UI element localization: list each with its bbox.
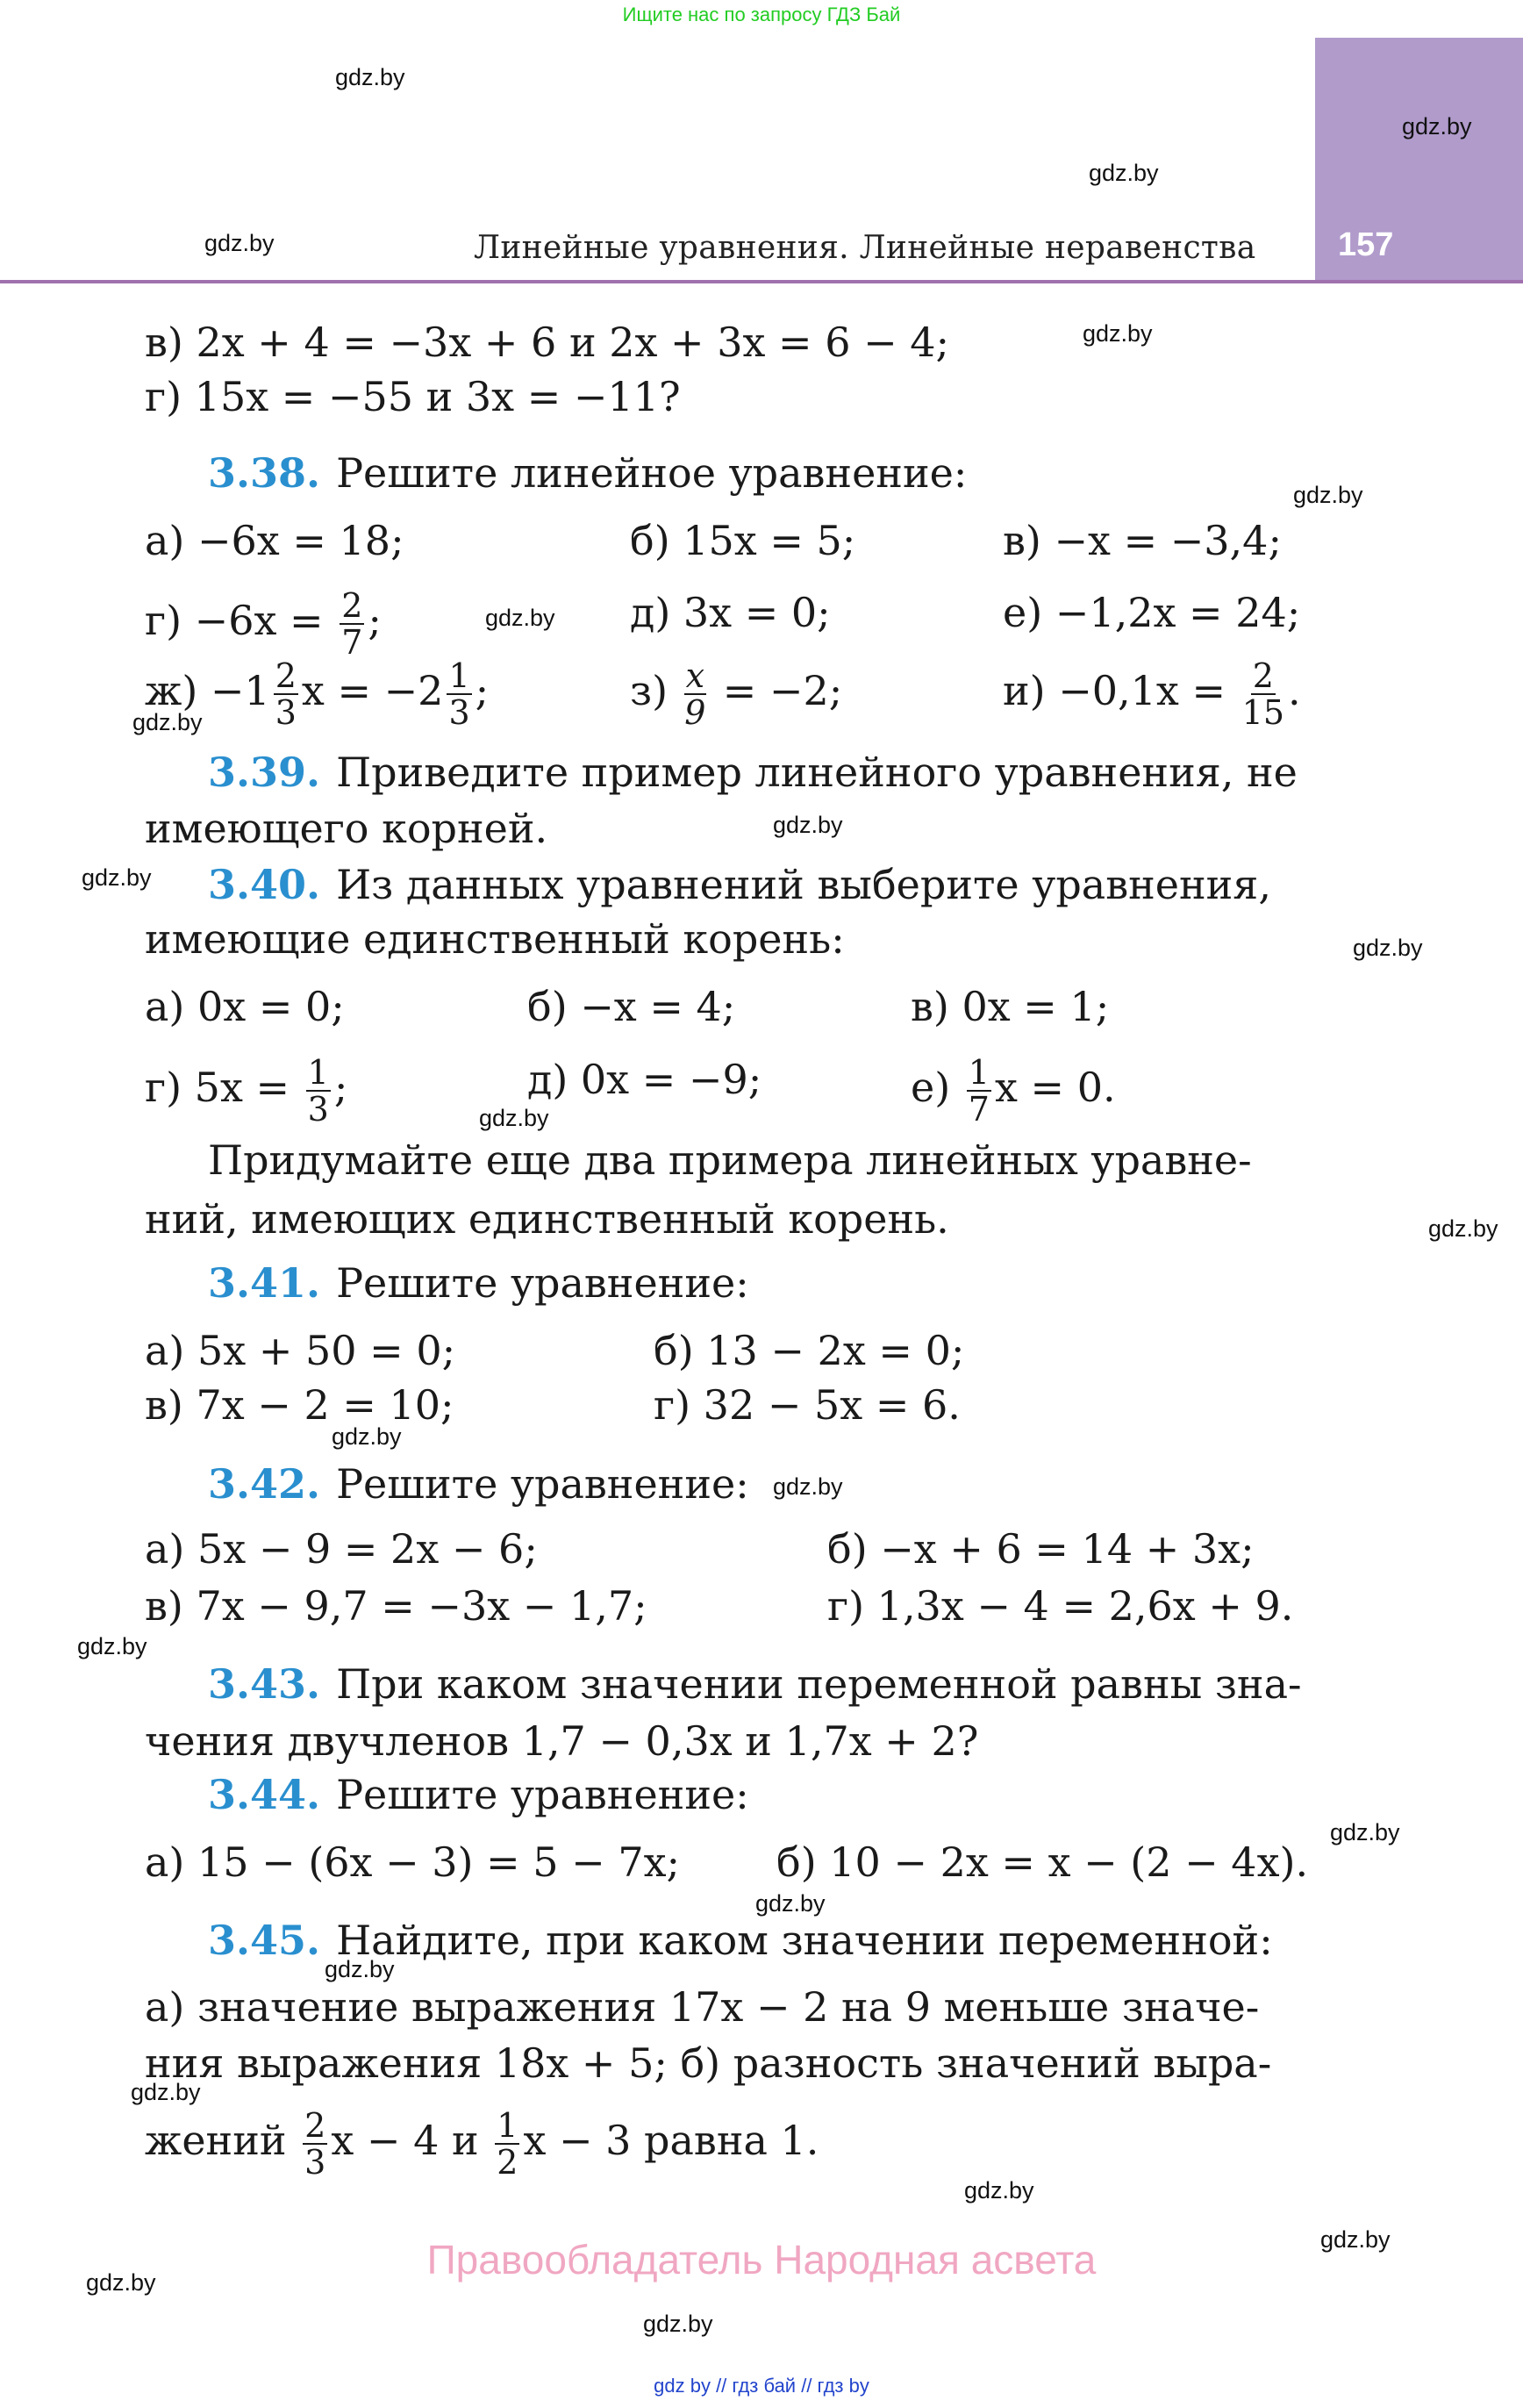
- denominator: 9: [684, 693, 706, 732]
- ex342-item-g: [827, 1581, 1293, 1630]
- ex340-item-g: [145, 1055, 347, 1127]
- item-label: и): [1003, 667, 1046, 714]
- exercise-text: Из данных уравнений выберите уравнения,: [336, 861, 1271, 908]
- watermark: gdz.by: [332, 1423, 402, 1450]
- denominator: 15: [1241, 693, 1285, 732]
- item-label: б): [776, 1838, 817, 1886]
- exercise-number: 3.45.: [208, 1917, 321, 1964]
- fraction: [495, 2108, 519, 2180]
- exercise-number: 3.44.: [208, 1771, 321, 1818]
- ex341-item-b: [654, 1326, 964, 1375]
- ex338-item-g: [145, 588, 382, 660]
- ex338-item-v: [1003, 516, 1282, 565]
- ex338-item-b: [630, 516, 855, 565]
- watermark: gdz.by: [204, 230, 275, 256]
- item-text: 13 − 2x = 0;: [706, 1327, 965, 1374]
- watermark: gdz.by: [1293, 482, 1363, 508]
- exercise-3-43-line1: [208, 1659, 1302, 1709]
- item-label: г): [827, 1582, 865, 1630]
- exercise-3-40-line2: имеющие единственный корень:: [145, 915, 845, 963]
- item-label: в): [1003, 517, 1041, 564]
- item-label: б): [630, 517, 670, 564]
- exercise-3-42-heading: [208, 1459, 749, 1509]
- item-text: 2x + 4 = −3x + 6 и 2x + 3x = 6 − 4;: [196, 319, 950, 366]
- item-text: −6x = 18;: [197, 517, 404, 564]
- watermark: gdz.by: [1320, 2226, 1391, 2253]
- item-label: е): [911, 1064, 951, 1111]
- fraction: [967, 1055, 991, 1127]
- item-text: −x = 4;: [580, 983, 736, 1030]
- continuation-item-v: [145, 318, 949, 367]
- copyright-footer: Правообладатель Народная асвета: [426, 2237, 1097, 2283]
- numerator: 1: [497, 2106, 518, 2145]
- denominator: 3: [304, 2143, 326, 2182]
- ex340-item-a: [145, 982, 345, 1031]
- ex342-item-a: [145, 1524, 538, 1573]
- item-label: в): [145, 1582, 183, 1630]
- ex344-item-b: [776, 1838, 1308, 1887]
- ex340-item-e: [911, 1055, 1116, 1127]
- item-text: 0x = 1;: [962, 983, 1110, 1030]
- watermark: gdz.by: [77, 1633, 147, 1659]
- item-label: ж): [145, 667, 198, 714]
- item-text: 0x = 0;: [197, 983, 345, 1030]
- item-text: 5x =: [194, 1064, 290, 1111]
- running-title: Линейные уравнения. Линейные неравенства: [474, 230, 1256, 266]
- page-number: 157: [1338, 226, 1394, 263]
- continuation-item-g: [145, 372, 681, 421]
- numerator: x: [685, 656, 705, 695]
- ex338-item-d: [630, 588, 831, 637]
- item-text: = −2;: [722, 667, 843, 714]
- item-label: в): [145, 319, 183, 366]
- exercise-3-43-line2: чения двучленов 1,7 − 0,3x и 1,7x + 2?: [145, 1717, 979, 1765]
- exercise-3-45-line2: ния выражения 18x + 5; б) разность значений выра-: [145, 2039, 1272, 2087]
- ex338-item-z: [630, 658, 842, 730]
- item-label: г): [654, 1381, 691, 1429]
- item-label: а): [145, 1327, 185, 1374]
- item-text: −1: [210, 667, 270, 714]
- item-label: а): [145, 1525, 185, 1573]
- numerator: 2: [275, 656, 297, 695]
- watermark: gdz.by: [485, 605, 555, 631]
- numerator: 1: [968, 1053, 990, 1092]
- watermark: gdz.by: [643, 2311, 713, 2337]
- watermark: gdz.by: [1083, 320, 1153, 347]
- item-text: 7x − 2 = 10;: [196, 1381, 454, 1429]
- ex338-item-i: [1003, 658, 1301, 730]
- numerator: 2: [341, 586, 363, 625]
- fraction: [306, 1055, 331, 1127]
- item-text: −0,1x =: [1058, 667, 1226, 714]
- item-label: в): [145, 1381, 183, 1429]
- fraction: [303, 2108, 327, 2180]
- watermark: gdz.by: [86, 2269, 156, 2296]
- exercise-number: 3.39.: [208, 749, 321, 796]
- watermark: gdz.by: [132, 709, 203, 735]
- item-text: 1,3x − 4 = 2,6x + 9.: [876, 1582, 1294, 1630]
- ex338-item-a: [145, 516, 404, 565]
- item-text: 15x = −55 и 3x = −11?: [194, 373, 681, 420]
- item-label: б): [654, 1327, 694, 1374]
- item-label: б): [827, 1525, 868, 1573]
- numerator: 2: [1252, 656, 1274, 695]
- watermark: gdz.by: [1428, 1215, 1498, 1242]
- item-label: г): [145, 597, 182, 644]
- ex341-item-g: [654, 1380, 961, 1430]
- exercise-number: 3.41.: [208, 1259, 321, 1307]
- item-text: .: [1288, 667, 1301, 714]
- ex342-item-v: [145, 1581, 647, 1630]
- denominator: 2: [497, 2143, 518, 2182]
- exercise-3-40-line1: [208, 860, 1271, 909]
- exercise-number: 3.43.: [208, 1660, 321, 1708]
- numerator: 2: [304, 2106, 326, 2145]
- item-label: д): [527, 1056, 568, 1103]
- denominator: 3: [448, 693, 470, 732]
- ex344-item-a: [145, 1838, 680, 1887]
- watermark: gdz.by: [1089, 160, 1159, 186]
- fraction: [340, 588, 364, 660]
- item-text: 5x + 50 = 0;: [197, 1327, 456, 1374]
- denominator: 3: [275, 693, 297, 732]
- exercise-number: 3.38.: [208, 449, 321, 497]
- item-text: жений: [145, 2117, 287, 2164]
- exercise-3-44-heading: [208, 1770, 749, 1819]
- fraction: [447, 658, 471, 730]
- item-text: 7x − 9,7 = −3x − 1,7;: [196, 1582, 647, 1630]
- exercise-prompt: Решите уравнение:: [336, 1259, 749, 1307]
- item-text: x = −2: [301, 667, 444, 714]
- top-banner-text: Ищите нас по запросу ГДЗ Бай: [622, 4, 901, 25]
- item-text: −x + 6 = 14 + 3x;: [880, 1525, 1255, 1573]
- item-text: 5x − 9 = 2x − 6;: [197, 1525, 538, 1573]
- exercise-3-39-line2: имеющего корней.: [145, 805, 548, 852]
- watermark: gdz.by: [773, 1473, 843, 1500]
- watermark: gdz.by: [131, 2079, 201, 2105]
- watermark: gdz.by: [1353, 935, 1423, 961]
- ex341-item-v: [145, 1380, 454, 1430]
- item-label: в): [911, 983, 949, 1030]
- watermark: gdz.by: [335, 64, 405, 90]
- ex342-item-b: [827, 1524, 1255, 1573]
- item-text: x − 4 и: [331, 2117, 479, 2164]
- ex340-item-b: [527, 982, 735, 1031]
- exercise-text: Приведите пример линейного уравнения, не: [336, 749, 1298, 796]
- item-text: −x = −3,4;: [1054, 517, 1282, 564]
- item-label: г): [145, 373, 182, 420]
- fraction: [684, 658, 706, 730]
- item-label: б): [527, 983, 568, 1030]
- exercise-text: При каком значении переменной равны зна-: [336, 1660, 1302, 1708]
- denominator: 3: [307, 1090, 329, 1129]
- exercise-prompt: Решите линейное уравнение:: [336, 449, 968, 497]
- footer-links[interactable]: gdz by // гдз бай // гдз by: [654, 2375, 869, 2397]
- item-text: x − 3 равна 1.: [523, 2117, 819, 2164]
- ex340-item-d: [527, 1055, 762, 1104]
- ex341-item-a: [145, 1326, 455, 1375]
- item-text: 15 − (6x − 3) = 5 − 7x;: [197, 1838, 681, 1886]
- item-text: −6x =: [194, 597, 324, 644]
- item-text: ;: [368, 597, 382, 644]
- item-label: а): [145, 517, 185, 564]
- watermark: gdz.by: [479, 1105, 549, 1131]
- item-text: x = 0.: [994, 1064, 1116, 1111]
- exercise-3-45-line3: [145, 2108, 819, 2180]
- item-text: 0x = −9;: [580, 1056, 762, 1103]
- fraction: [1242, 658, 1284, 730]
- fraction: [274, 658, 298, 730]
- item-label: з): [630, 667, 669, 714]
- exercise-3-40-extra-line2: ний, имеющих единственный корень.: [145, 1195, 949, 1243]
- exercise-3-40-extra-line1: Придумайте еще два примера линейных уравне-: [208, 1136, 1252, 1184]
- exercise-number: 3.40.: [208, 861, 321, 908]
- watermark: gdz.by: [964, 2177, 1034, 2204]
- item-text: ;: [475, 667, 490, 714]
- item-label: д): [630, 589, 671, 636]
- ex340-item-v: [911, 982, 1109, 1031]
- item-text: −1,2x = 24;: [1055, 589, 1301, 636]
- exercise-prompt: Решите уравнение:: [336, 1771, 749, 1818]
- item-text: 15x = 5;: [683, 517, 856, 564]
- watermark: gdz.by: [755, 1890, 826, 1917]
- header-rule: [0, 280, 1523, 283]
- numerator: 1: [448, 656, 470, 695]
- exercise-3-38-heading: [208, 448, 967, 498]
- watermark: gdz.by: [325, 1956, 395, 1982]
- item-text: 3x = 0;: [683, 589, 831, 636]
- watermark: gdz.by: [773, 812, 843, 838]
- exercise-3-45-line1: а) значение выражения 17x − 2 на 9 меньше значе-: [145, 1983, 1260, 2031]
- denominator: 7: [968, 1090, 990, 1129]
- exercise-prompt: Найдите, при каком значении переменной:: [336, 1917, 1273, 1964]
- item-label: е): [1003, 589, 1043, 636]
- exercise-3-39-line1: [208, 748, 1298, 797]
- item-text: ;: [333, 1064, 348, 1111]
- watermark: gdz.by: [1402, 113, 1472, 140]
- item-text: 32 − 5x = 6.: [703, 1381, 961, 1429]
- denominator: 7: [341, 623, 363, 662]
- watermark: gdz.by: [1330, 1819, 1400, 1845]
- exercise-3-41-heading: [208, 1258, 749, 1308]
- exercise-number: 3.42.: [208, 1460, 321, 1508]
- item-label: а): [145, 1838, 185, 1886]
- item-text: 10 − 2x = x − (2 − 4x).: [829, 1838, 1309, 1886]
- item-label: г): [145, 1064, 182, 1111]
- numerator: 1: [307, 1053, 329, 1092]
- exercise-prompt: Решите уравнение:: [336, 1460, 749, 1508]
- watermark: gdz.by: [82, 864, 152, 891]
- item-label: а): [145, 983, 185, 1030]
- ex338-item-e: [1003, 588, 1300, 637]
